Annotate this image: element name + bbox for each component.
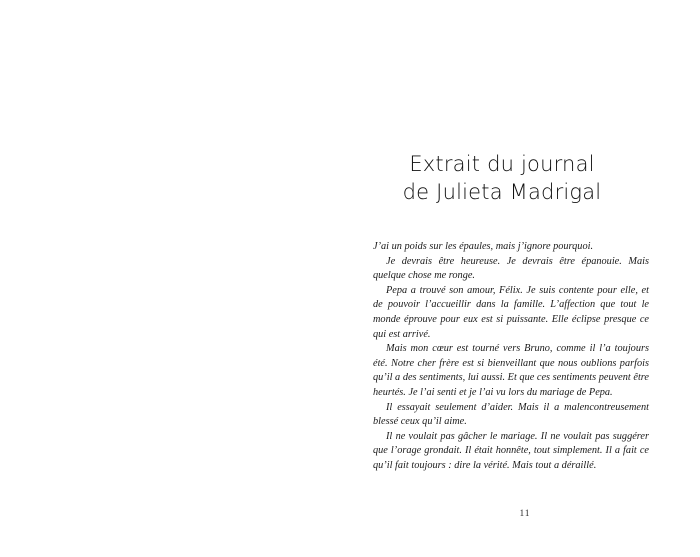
chapter-title-line-1: Extrait du journal <box>409 152 595 176</box>
journal-text <box>373 240 649 474</box>
paragraph: Je devrais être heureuse. Je devrais être épanouie. Mais quelque chose me ronge. <box>373 255 649 282</box>
paragraph: Mais mon cœur est tourné vers Bruno, comme il l’a toujours été. Notre cher frère est si bienveillant que nous oublions parfois qu’il a des sentiments, lui aussi. Et que ces sentiments peuvent être heurtés. Je l’ai senti et je l’ai vu lors du mariage de Pepa. <box>373 343 649 398</box>
chapter-title <box>352 150 652 206</box>
paragraph: Pepa a trouvé son amour, Félix. Je suis contente pour elle, et de pouvoir l’accueillir dans la famille. L’affection que tout le monde éprouve pour eux est si puissante. Elle éclipse presque ce qui est arrivé. <box>373 284 649 340</box>
paragraph: J’ai un poids sur les épaules, mais j’ignore pourquoi. <box>373 241 594 252</box>
paragraph: Il essayait seulement d’aider. Mais il a malencontreusement blessé ceux qu’il aime. <box>373 401 649 428</box>
paragraph: Il ne voulait pas gâcher le mariage. Il ne voulait pas suggérer que l’orage grondait. Il était honnête, tout simplement. Il a fait ce qu’il fait toujours : dire la vérité. Mais tout a déraillé. <box>373 430 649 471</box>
chapter-title-line-2: de Julieta Madrigal <box>402 180 602 204</box>
page-number: 11 <box>519 508 531 518</box>
